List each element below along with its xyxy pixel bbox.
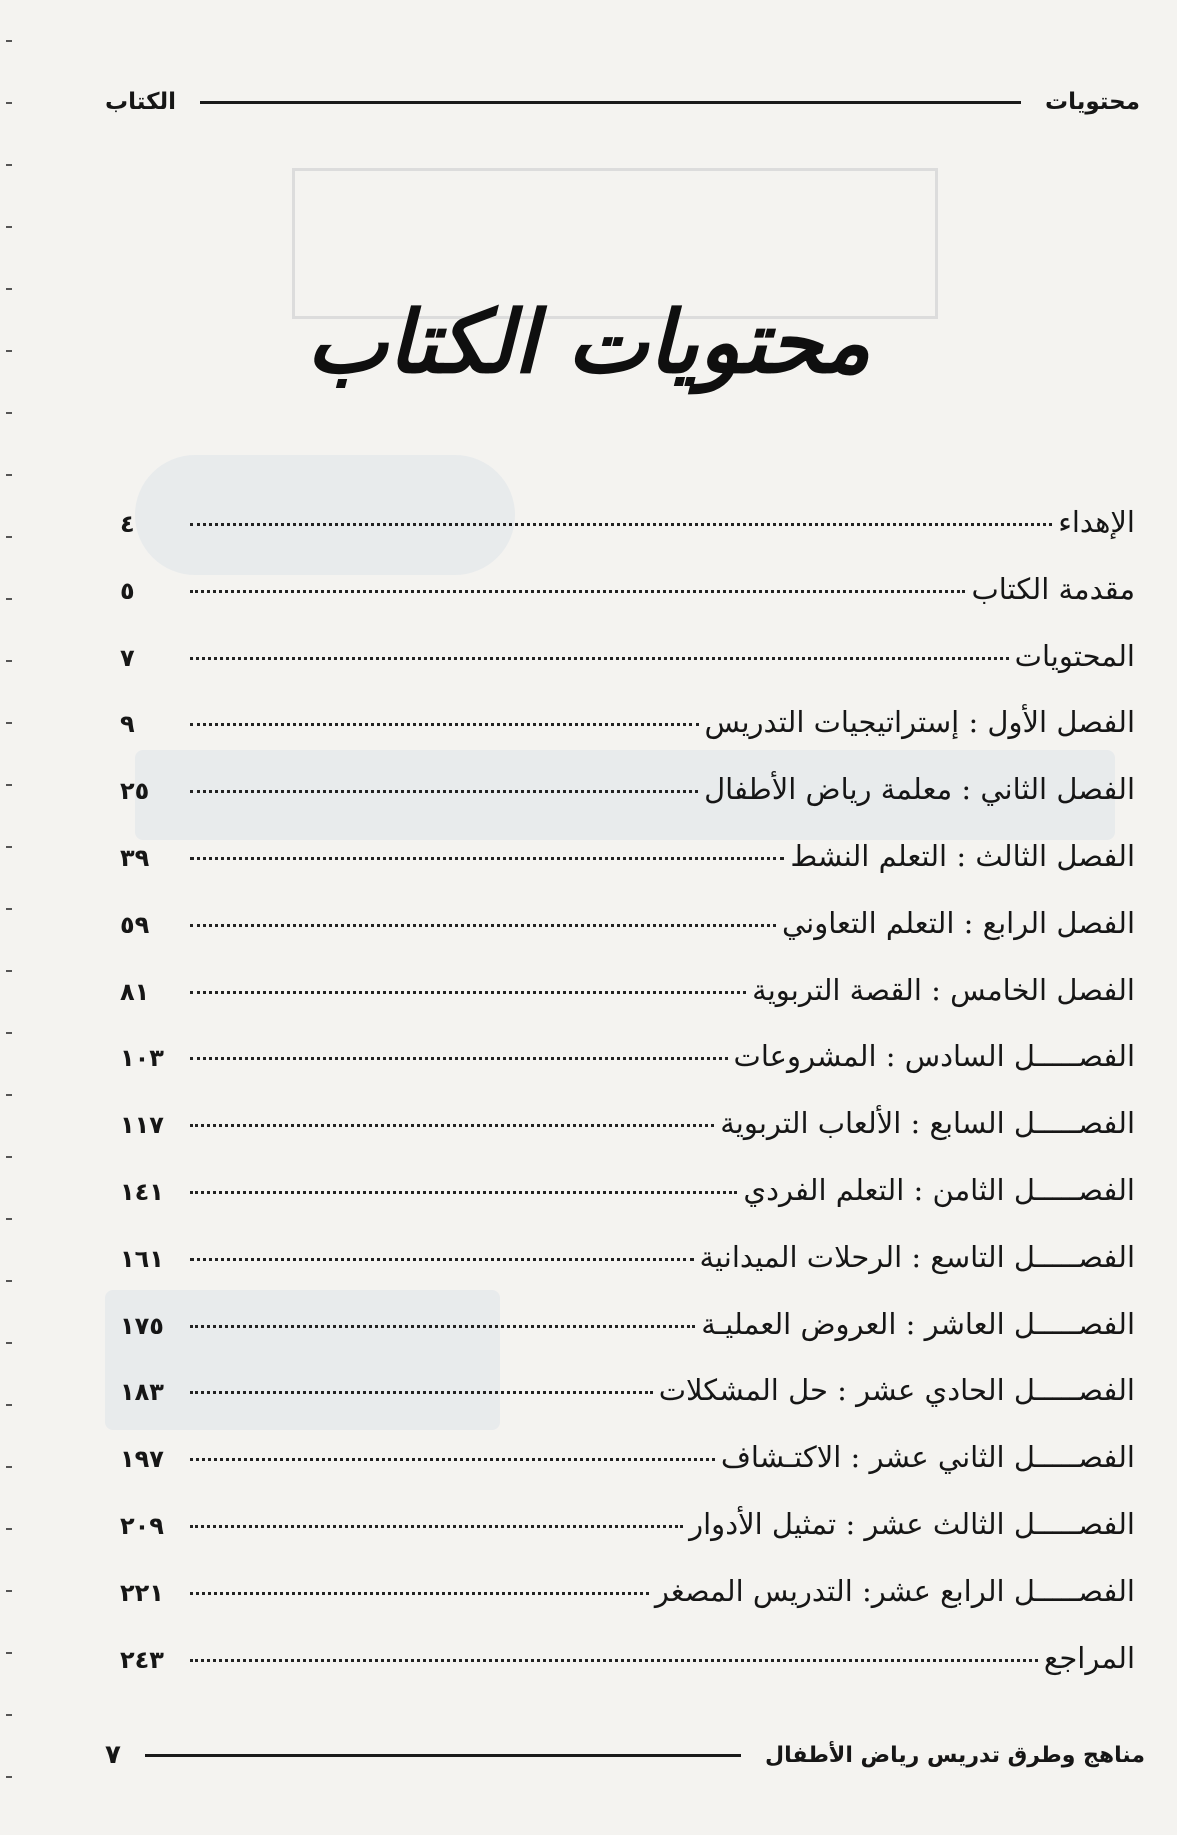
toc-entry (120, 1507, 1135, 1574)
toc-entry-page: ٣٩ (120, 843, 150, 872)
toc-entry-page: ٤ (120, 510, 135, 538)
margin-tick (6, 288, 12, 290)
toc-entry-label: الفصـــــل الثاني عشر : الاكتـشاف (720, 1440, 1135, 1475)
toc-entry-label: الإهداء (1058, 505, 1135, 539)
margin-tick (6, 226, 12, 228)
toc-entry-label: الفصل الخامس : القصة التربوية (752, 972, 1135, 1007)
toc-entry-page: ١١٧ (120, 1111, 164, 1140)
dot-leader (190, 590, 965, 593)
toc-entry (120, 1574, 1135, 1641)
toc-entry-page: ٢٠٩ (120, 1511, 164, 1540)
toc-entry-page: ٢٤٣ (120, 1645, 164, 1674)
toc-entry (120, 772, 1135, 839)
toc-entry (120, 1173, 1135, 1240)
margin-tick (6, 722, 12, 724)
toc-entry (120, 1373, 1135, 1440)
toc-entry-page: ٥٩ (120, 910, 150, 939)
margin-tick (6, 660, 12, 662)
margin-tick (6, 102, 12, 104)
margin-tick (6, 350, 12, 352)
dot-leader (190, 1659, 1038, 1662)
toc-entry-page: ١٨٣ (120, 1378, 164, 1407)
margin-tick (6, 1528, 12, 1530)
margin-tick (6, 598, 12, 600)
running-header-book: الكتاب (105, 89, 177, 115)
toc-entry-page: ٢٢١ (120, 1578, 164, 1607)
margin-tick (6, 970, 12, 972)
toc-entry (120, 973, 1135, 1040)
toc-entry (120, 505, 1135, 572)
dot-leader (190, 723, 699, 726)
toc-entry (120, 639, 1135, 706)
page-number: ٧ (105, 1740, 121, 1770)
toc-entry-page: ١٤١ (120, 1177, 164, 1206)
toc-entry-label: المحتويات (1014, 638, 1135, 673)
dot-leader (190, 523, 1052, 526)
dot-leader (190, 991, 746, 994)
toc-entry-page: ٢٥ (120, 777, 150, 806)
margin-tick (6, 784, 12, 786)
dot-leader (190, 1325, 695, 1328)
running-header-section: محتويات (1044, 89, 1140, 115)
dot-leader (190, 1391, 653, 1394)
toc-entry-label: الفصل الأول : إستراتيجيات التدريس (704, 705, 1135, 740)
dot-leader (190, 1124, 714, 1127)
margin-tick (6, 1652, 12, 1654)
toc-entry-label: الفصـــــل الثالث عشر : تمثيل الأدوار (689, 1506, 1135, 1541)
dot-leader (190, 1592, 649, 1595)
toc-entry-label: الفصل الثالث : التعلم النشط (790, 838, 1135, 873)
running-header (105, 82, 1140, 122)
toc-entry-label: الفصل الرابع : التعلم التعاوني (781, 905, 1135, 940)
running-footer (105, 1735, 1145, 1775)
toc-entry-page: ٧ (120, 643, 135, 672)
margin-tick (6, 40, 12, 42)
dot-leader (190, 790, 698, 793)
dot-leader (190, 924, 776, 927)
footer-rule (145, 1754, 741, 1757)
margin-tick (6, 1218, 12, 1220)
toc-entry (120, 1440, 1135, 1507)
margin-tick (6, 1714, 12, 1716)
toc-entry (120, 1641, 1135, 1708)
toc-entry-label: الفصـــــل السادس : المشروعات (733, 1039, 1135, 1074)
header-rule (200, 101, 1021, 104)
margin-tick (6, 536, 12, 538)
margin-tick (6, 1466, 12, 1468)
dot-leader (190, 657, 1009, 660)
toc-entry-page: ٨١ (120, 977, 150, 1006)
table-of-contents (120, 505, 1135, 1707)
toc-entry-page: ١٦١ (120, 1244, 164, 1273)
toc-entry-label: المراجع (1043, 1640, 1135, 1675)
margin-tick (6, 1156, 12, 1158)
toc-entry-label: الفصـــــل الحادي عشر : حل المشكلات (658, 1373, 1135, 1408)
toc-entry-page: ٥ (120, 576, 135, 605)
toc-entry-label: الفصـــــل التاسع : الرحلات الميدانية (699, 1239, 1135, 1274)
margin-tick (6, 846, 12, 848)
toc-entry (120, 705, 1135, 772)
toc-entry (120, 906, 1135, 973)
margin-tick (6, 1342, 12, 1344)
toc-entry (120, 1307, 1135, 1374)
toc-entry-label: الفصـــــل الثامن : التعلم الفردي (743, 1172, 1135, 1207)
toc-entry-page: ١٠٣ (120, 1044, 164, 1073)
margin-tick (6, 1404, 12, 1406)
margin-tick (6, 908, 12, 910)
toc-entry-page: ١٧٥ (120, 1311, 164, 1340)
toc-entry-label: الفصل الثاني : معلمة رياض الأطفال (704, 772, 1135, 807)
dot-leader (190, 1191, 737, 1194)
margin-tick (6, 474, 12, 476)
toc-entry-page: ١٩٧ (120, 1445, 164, 1474)
toc-entry (120, 1106, 1135, 1173)
margin-tick (6, 1590, 12, 1592)
toc-entry (120, 572, 1135, 639)
toc-entry-label: مقدمة الكتاب (971, 571, 1135, 606)
margin-tick (6, 1094, 12, 1096)
dot-leader (190, 1057, 728, 1060)
margin-tick (6, 1032, 12, 1034)
dot-leader (190, 1458, 715, 1461)
margin-tick (6, 164, 12, 166)
toc-entry (120, 1240, 1135, 1307)
toc-entry-label: الفصـــــل الرابع عشر: التدريس المصغر (654, 1573, 1135, 1608)
footer-book-title: مناهج وطرق تدريس رياض الأطفال (765, 1742, 1145, 1768)
margin-tick (6, 1280, 12, 1282)
dot-leader (190, 1258, 694, 1261)
dot-leader (190, 857, 784, 860)
dot-leader (190, 1525, 683, 1528)
toc-entry (120, 1039, 1135, 1106)
margin-tick (6, 1776, 12, 1778)
toc-entry-label: الفصـــــل العاشر : العروض العمليـة (701, 1306, 1135, 1341)
page-title: محتويات الكتاب (306, 292, 871, 393)
toc-entry-page: ٩ (120, 710, 135, 739)
toc-entry (120, 839, 1135, 906)
margin-tick (6, 412, 12, 414)
toc-entry-label: الفصـــــل السابع : الألعاب التربوية (720, 1106, 1135, 1141)
